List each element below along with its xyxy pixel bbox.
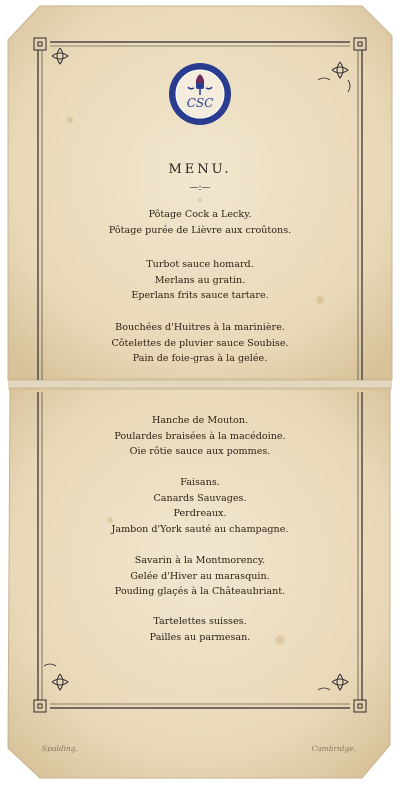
course-group-6	[60, 553, 340, 600]
course-group-4	[60, 413, 340, 460]
menu-item: Pailles au parmesan.	[149, 631, 251, 643]
menu-item: Poulardes braisées à la macédoine.	[114, 430, 286, 442]
printer-imprint-right: Cambridge.	[311, 744, 356, 753]
menu-item: Eperlans frits sauce tartare.	[131, 290, 269, 301]
menu-item: Pôtage purée de Lièvre aux croûtons.	[108, 224, 292, 236]
menu-item: Oie rôtie sauce aux pommes.	[129, 446, 271, 457]
menu-separator: —:—	[189, 183, 211, 193]
menu-item: Hanche de Mouton.	[151, 415, 249, 426]
club-seal	[166, 60, 234, 128]
seal-monogram: CSC	[186, 96, 214, 110]
menu-item: Canards Sauvages.	[153, 492, 247, 504]
menu-item: Savarin à la Montmorency.	[134, 555, 266, 566]
course-group-1	[60, 207, 340, 238]
menu-item: Pôtage Cock a Lecky.	[148, 209, 252, 220]
menu-item: Pouding glaçés à la Châteaubriant.	[114, 586, 286, 597]
menu-item: Faisans.	[180, 477, 220, 488]
printer-imprint-left: Spalding,	[42, 744, 79, 753]
menu-item: Merlans au gratin.	[154, 274, 246, 286]
menu-item: Côtelettes de pluvier sauce Soubise.	[111, 337, 289, 349]
menu-item: Pain de foie-gras à la gelée.	[132, 353, 268, 364]
course-group-7	[60, 614, 340, 645]
course-group-2	[60, 257, 340, 304]
menu-item: Tartelettes suisses.	[153, 616, 247, 627]
menu-item: Perdreaux.	[173, 508, 227, 519]
menu-title: MENU.	[168, 162, 232, 177]
menu-item: Bouchées d'Huitres à la marinière.	[115, 322, 285, 333]
menu-item: Jambon d'York sauté au champagne.	[111, 523, 289, 535]
menu-item: Gelée d'Hiver au marasquin.	[130, 570, 270, 582]
menu-item: Turbot sauce homard.	[146, 259, 254, 270]
course-group-3	[60, 320, 340, 367]
course-group-5	[60, 475, 340, 537]
